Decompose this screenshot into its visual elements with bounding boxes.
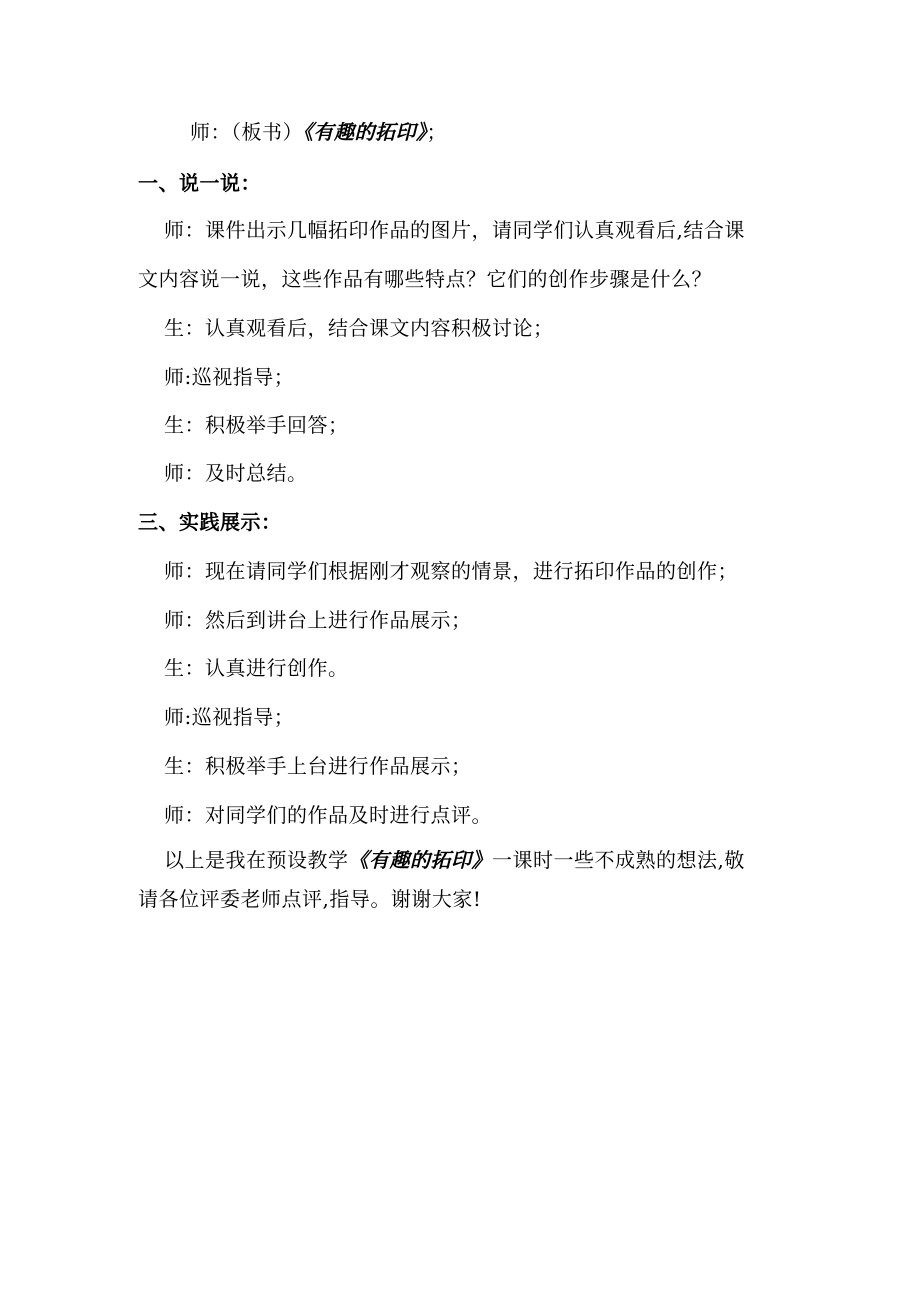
section-heading-practice: 三、实践展示： [138, 510, 282, 534]
paragraph-7: 师：然后到讲台上进行作品展示； [164, 608, 472, 632]
paragraph-6: 师：现在请同学们根据刚才观察的情景，进行拓印作品的创作； [164, 559, 738, 583]
closing-prefix: 以上是我在预设教学 [164, 848, 349, 872]
paragraph-9: 师:巡视指导； [164, 705, 295, 729]
line-suffix: ； [426, 120, 447, 144]
closing-lesson-title: 《有趣的拓印》 [348, 848, 492, 872]
closing-suffix: 一课时一些不成熟的想法,敬 [492, 848, 745, 872]
paragraph-8: 生：认真进行创作。 [164, 656, 349, 680]
board-title-line [138, 117, 840, 147]
paragraph-10: 生：积极举手上台进行作品展示； [164, 754, 472, 778]
section-heading-discuss: 一、说一说： [138, 171, 261, 195]
paragraph-4: 生：积极举手回答； [164, 413, 349, 437]
paragraph-1-line-1: 师：课件出示几幅拓印作品的图片，请同学们认真观看后,结合课 [164, 218, 745, 242]
speaker-teacher-prefix: 师：（板书） [190, 120, 303, 144]
paragraph-5: 师：及时总结。 [164, 461, 308, 485]
paragraph-1-line-2: 文内容说一说，这些作品有哪些特点？它们的创作步骤是什么？ [138, 267, 712, 291]
paragraph-2: 生：认真观看后，结合课文内容积极讨论； [164, 316, 554, 340]
paragraph-11: 师：对同学们的作品及时进行点评。 [164, 803, 492, 827]
closing-line-1 [138, 845, 814, 875]
closing-line-2: 请各位评委老师点评,指导。谢谢大家! [138, 887, 482, 911]
lesson-title: 《有趣的拓印》 [303, 120, 427, 144]
paragraph-3: 师:巡视指导； [164, 365, 295, 389]
